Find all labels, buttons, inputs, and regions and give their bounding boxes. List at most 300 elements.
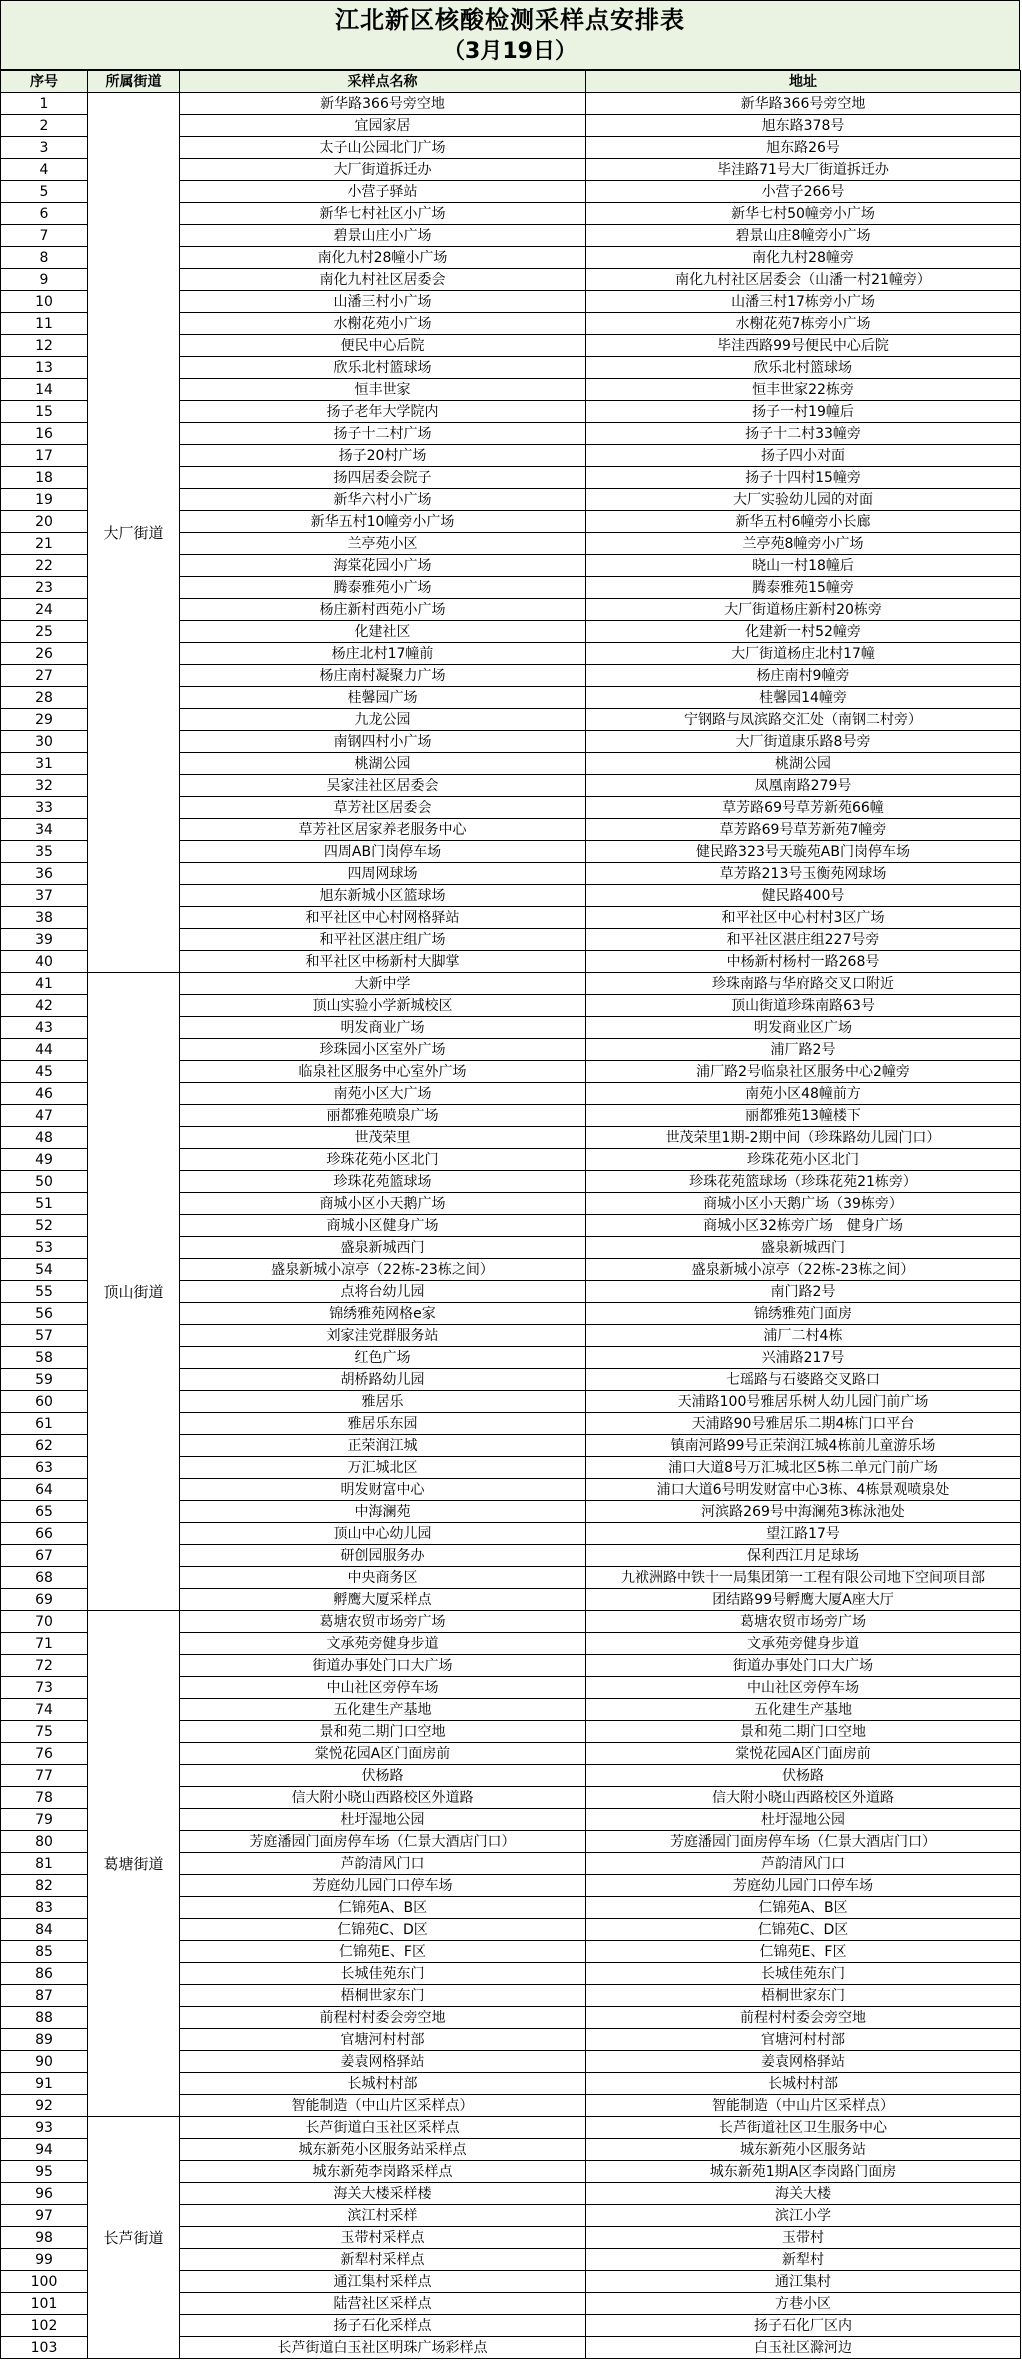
address-cell: 南门路2号 [586, 1281, 1021, 1303]
site-name-cell: 长芦街道白玉社区采样点 [180, 2117, 586, 2139]
address-cell: 白玉社区滁河边 [586, 2337, 1021, 2359]
site-name-cell: 仁锦苑A、B区 [180, 1897, 586, 1919]
address-cell: 恒丰世家22栋旁 [586, 379, 1021, 401]
site-name-cell: 玉带村采样点 [180, 2227, 586, 2249]
street-cell: 顶山街道 [88, 973, 180, 1611]
sampling-site-table [0, 70, 1021, 2359]
address-cell: 杨庄南村9幢旁 [586, 665, 1021, 687]
address-cell: 浦口大道6号明发财富中心3栋、4栋景观喷泉处 [586, 1479, 1021, 1501]
address-cell: 仁锦苑C、D区 [586, 1919, 1021, 1941]
row-index: 23 [1, 577, 88, 599]
site-name-cell: 陆营社区采样点 [180, 2293, 586, 2315]
page-title: 江北新区核酸检测采样点安排表 [335, 6, 685, 34]
address-cell: 旭东路378号 [586, 115, 1021, 137]
address-cell: 大厂街道杨庄新村20栋旁 [586, 599, 1021, 621]
site-name-cell: 宜园家居 [180, 115, 586, 137]
address-cell: 通江集村 [586, 2271, 1021, 2293]
address-cell: 望江路17号 [586, 1523, 1021, 1545]
address-cell: 新华五村6幢旁小长廊 [586, 511, 1021, 533]
row-index: 58 [1, 1347, 88, 1369]
address-cell: 凤凰南路279号 [586, 775, 1021, 797]
row-index: 78 [1, 1787, 88, 1809]
site-name-cell: 城东新苑李岗路采样点 [180, 2161, 586, 2183]
address-cell: 健民路323号天璇苑AB门岗停车场 [586, 841, 1021, 863]
row-index: 77 [1, 1765, 88, 1787]
address-cell: 长芦街道社区卫生服务中心 [586, 2117, 1021, 2139]
row-index: 51 [1, 1193, 88, 1215]
address-cell: 方巷小区 [586, 2293, 1021, 2315]
address-cell: 杜圩湿地公园 [586, 1809, 1021, 1831]
row-index: 67 [1, 1545, 88, 1567]
address-cell: 城东新苑1期A区李岗路门面房 [586, 2161, 1021, 2183]
site-name-cell: 顶山中心幼儿园 [180, 1523, 586, 1545]
site-name-cell: 中央商务区 [180, 1567, 586, 1589]
site-name-cell: 杜圩湿地公园 [180, 1809, 586, 1831]
address-cell: 团结路99号孵鹰大厦A座大厅 [586, 1589, 1021, 1611]
row-index: 45 [1, 1061, 88, 1083]
address-cell: 盛泉新城西门 [586, 1237, 1021, 1259]
site-name-cell: 太子山公园北门广场 [180, 137, 586, 159]
address-cell: 旭东路26号 [586, 137, 1021, 159]
site-name-cell: 草芳社区居委会 [180, 797, 586, 819]
row-index: 86 [1, 1963, 88, 1985]
row-index: 103 [1, 2337, 88, 2359]
site-name-cell: 海棠花园小广场 [180, 555, 586, 577]
address-cell: 新犁村 [586, 2249, 1021, 2271]
site-name-cell: 芳庭潘园门面房停车场（仁景大酒店门口） [180, 1831, 586, 1853]
address-cell: 中山社区旁停车场 [586, 1677, 1021, 1699]
site-name-cell: 便民中心后院 [180, 335, 586, 357]
site-name-cell: 芳庭幼儿园门口停车场 [180, 1875, 586, 1897]
address-cell: 玉带村 [586, 2227, 1021, 2249]
address-cell: 仁锦苑E、F区 [586, 1941, 1021, 1963]
header-site-name: 采样点名称 [180, 71, 586, 93]
row-index: 15 [1, 401, 88, 423]
address-cell: 扬子十四村15幢旁 [586, 467, 1021, 489]
row-index: 72 [1, 1655, 88, 1677]
row-index: 17 [1, 445, 88, 467]
address-cell: 伏杨路 [586, 1765, 1021, 1787]
row-index: 69 [1, 1589, 88, 1611]
address-cell: 顶山街道珍珠南路63号 [586, 995, 1021, 1017]
row-index: 13 [1, 357, 88, 379]
site-name-cell: 城东新苑小区服务站采样点 [180, 2139, 586, 2161]
row-index: 91 [1, 2073, 88, 2095]
site-name-cell: 锦绣雅苑网格e家 [180, 1303, 586, 1325]
address-cell: 新华路366号旁空地 [586, 93, 1021, 115]
row-index: 61 [1, 1413, 88, 1435]
site-name-cell: 雅居乐东园 [180, 1413, 586, 1435]
row-index: 94 [1, 2139, 88, 2161]
site-name-cell: 明发商业广场 [180, 1017, 586, 1039]
address-cell: 毕洼西路99号便民中心后院 [586, 335, 1021, 357]
row-index: 41 [1, 973, 88, 995]
address-cell: 珍珠花苑篮球场（珍珠花苑21栋旁） [586, 1171, 1021, 1193]
row-index: 88 [1, 2007, 88, 2029]
site-name-cell: 街道办事处门口大广场 [180, 1655, 586, 1677]
address-cell: 珍珠南路与华府路交叉口附近 [586, 973, 1021, 995]
address-cell: 景和苑二期门口空地 [586, 1721, 1021, 1743]
site-name-cell: 新华七村社区小广场 [180, 203, 586, 225]
row-index: 57 [1, 1325, 88, 1347]
site-name-cell: 扬子20村广场 [180, 445, 586, 467]
row-index: 84 [1, 1919, 88, 1941]
address-cell: 芳庭潘园门面房停车场（仁景大酒店门口） [586, 1831, 1021, 1853]
row-index: 96 [1, 2183, 88, 2205]
site-name-cell: 仁锦苑E、F区 [180, 1941, 586, 1963]
site-name-cell: 明发财富中心 [180, 1479, 586, 1501]
table-row [1, 93, 1021, 115]
table-row [1, 1611, 1021, 1633]
street-cell: 大厂街道 [88, 93, 180, 973]
site-name-cell: 和平社区中杨新村大脚掌 [180, 951, 586, 973]
row-index: 63 [1, 1457, 88, 1479]
address-cell: 葛塘农贸市场旁广场 [586, 1611, 1021, 1633]
address-cell: 毕洼路71号大厂街道拆迁办 [586, 159, 1021, 181]
site-name-cell: 孵鹰大厦采样点 [180, 1589, 586, 1611]
row-index: 16 [1, 423, 88, 445]
row-index: 52 [1, 1215, 88, 1237]
address-cell: 水榭花苑7栋旁小广场 [586, 313, 1021, 335]
site-name-cell: 文承苑旁健身步道 [180, 1633, 586, 1655]
header-address: 地址 [586, 71, 1021, 93]
row-index: 54 [1, 1259, 88, 1281]
site-name-cell: 中山社区旁停车场 [180, 1677, 586, 1699]
site-name-cell: 珍珠花苑小区北门 [180, 1149, 586, 1171]
site-name-cell: 新犁村采样点 [180, 2249, 586, 2271]
site-name-cell: 桃湖公园 [180, 753, 586, 775]
row-index: 32 [1, 775, 88, 797]
row-index: 44 [1, 1039, 88, 1061]
address-cell: 五化建生产基地 [586, 1699, 1021, 1721]
site-name-cell: 碧景山庄小广场 [180, 225, 586, 247]
site-name-cell: 梧桐世家东门 [180, 1985, 586, 2007]
address-cell: 锦绣雅苑门面房 [586, 1303, 1021, 1325]
site-name-cell: 景和苑二期门口空地 [180, 1721, 586, 1743]
row-index: 79 [1, 1809, 88, 1831]
address-cell: 和平社区中心村村3区广场 [586, 907, 1021, 929]
row-index: 27 [1, 665, 88, 687]
address-cell: 商城小区32栋旁广场 健身广场 [586, 1215, 1021, 1237]
site-name-cell: 长城佳苑东门 [180, 1963, 586, 1985]
address-cell: 南化九村社区居委会（山潘一村21幢旁） [586, 269, 1021, 291]
address-cell: 街道办事处门口大广场 [586, 1655, 1021, 1677]
row-index: 81 [1, 1853, 88, 1875]
site-name-cell: 南钢四村小广场 [180, 731, 586, 753]
site-name-cell: 前程村村委会旁空地 [180, 2007, 586, 2029]
site-name-cell: 万汇城北区 [180, 1457, 586, 1479]
row-index: 95 [1, 2161, 88, 2183]
address-cell: 碧景山庄8幢旁小广场 [586, 225, 1021, 247]
site-name-cell: 红色广场 [180, 1347, 586, 1369]
row-index: 53 [1, 1237, 88, 1259]
row-index: 21 [1, 533, 88, 555]
row-index: 83 [1, 1897, 88, 1919]
site-name-cell: 葛塘农贸市场旁广场 [180, 1611, 586, 1633]
site-name-cell: 长芦街道白玉社区明珠广场彩样点 [180, 2337, 586, 2359]
row-index: 82 [1, 1875, 88, 1897]
address-cell: 扬子十二村33幢旁 [586, 423, 1021, 445]
row-index: 70 [1, 1611, 88, 1633]
row-index: 73 [1, 1677, 88, 1699]
site-name-cell: 海关大楼采样楼 [180, 2183, 586, 2205]
address-cell: 姜袁网格驿站 [586, 2051, 1021, 2073]
address-cell: 扬子石化厂区内 [586, 2315, 1021, 2337]
site-name-cell: 扬四居委会院子 [180, 467, 586, 489]
address-cell: 晓山一村18幢后 [586, 555, 1021, 577]
row-index: 89 [1, 2029, 88, 2051]
site-name-cell: 顶山实验小学新城校区 [180, 995, 586, 1017]
address-cell: 明发商业区广场 [586, 1017, 1021, 1039]
row-index: 92 [1, 2095, 88, 2117]
row-index: 46 [1, 1083, 88, 1105]
site-name-cell: 刘家洼党群服务站 [180, 1325, 586, 1347]
site-name-cell: 新华六村小广场 [180, 489, 586, 511]
address-cell: 信大附小晓山西路校区外道路 [586, 1787, 1021, 1809]
site-name-cell: 姜袁网格驿站 [180, 2051, 586, 2073]
row-index: 14 [1, 379, 88, 401]
row-index: 65 [1, 1501, 88, 1523]
address-cell: 城东新苑小区服务站 [586, 2139, 1021, 2161]
address-cell: 滨江小学 [586, 2205, 1021, 2227]
site-name-cell: 小营子驿站 [180, 181, 586, 203]
row-index: 10 [1, 291, 88, 313]
row-index: 74 [1, 1699, 88, 1721]
site-name-cell: 盛泉新城西门 [180, 1237, 586, 1259]
site-name-cell: 杨庄北村17幢前 [180, 643, 586, 665]
address-cell: 山潘三村17栋旁小广场 [586, 291, 1021, 313]
row-index: 19 [1, 489, 88, 511]
row-index: 39 [1, 929, 88, 951]
site-name-cell: 旭东新城小区篮球场 [180, 885, 586, 907]
address-cell: 河滨路269号中海澜苑3栋泳池处 [586, 1501, 1021, 1523]
address-cell: 欣乐北村篮球场 [586, 357, 1021, 379]
row-index: 47 [1, 1105, 88, 1127]
site-name-cell: 扬子老年大学院内 [180, 401, 586, 423]
row-index: 5 [1, 181, 88, 203]
address-cell: 盛泉新城小凉亭（22栋-23栋之间） [586, 1259, 1021, 1281]
address-cell: 大厂街道康乐路8号旁 [586, 731, 1021, 753]
row-index: 99 [1, 2249, 88, 2271]
site-name-cell: 伏杨路 [180, 1765, 586, 1787]
site-name-cell: 腾泰雅苑小广场 [180, 577, 586, 599]
row-index: 11 [1, 313, 88, 335]
row-index: 38 [1, 907, 88, 929]
site-name-cell: 世茂荣里 [180, 1127, 586, 1149]
row-index: 102 [1, 2315, 88, 2337]
address-cell: 文承苑旁健身步道 [586, 1633, 1021, 1655]
site-name-cell: 南苑小区大广场 [180, 1083, 586, 1105]
site-name-cell: 中海澜苑 [180, 1501, 586, 1523]
row-index: 98 [1, 2227, 88, 2249]
site-name-cell: 九龙公园 [180, 709, 586, 731]
row-index: 20 [1, 511, 88, 533]
row-index: 49 [1, 1149, 88, 1171]
address-cell: 棠悦花园A区门面房前 [586, 1743, 1021, 1765]
row-index: 22 [1, 555, 88, 577]
address-cell: 和平社区湛庄组227号旁 [586, 929, 1021, 951]
address-cell: 扬子四小对面 [586, 445, 1021, 467]
site-name-cell: 南化九村社区居委会 [180, 269, 586, 291]
row-index: 28 [1, 687, 88, 709]
row-index: 26 [1, 643, 88, 665]
address-cell: 镇南河路99号正荣润江城4栋前儿童游乐场 [586, 1435, 1021, 1457]
address-cell: 浦厂路2号临泉社区服务中心2幢旁 [586, 1061, 1021, 1083]
site-name-cell: 水榭花苑小广场 [180, 313, 586, 335]
address-cell: 海关大楼 [586, 2183, 1021, 2205]
row-index: 37 [1, 885, 88, 907]
site-name-cell: 新华五村10幢旁小广场 [180, 511, 586, 533]
row-index: 31 [1, 753, 88, 775]
site-name-cell: 珍珠花苑篮球场 [180, 1171, 586, 1193]
address-cell: 腾泰雅苑15幢旁 [586, 577, 1021, 599]
row-index: 64 [1, 1479, 88, 1501]
site-name-cell: 仁锦苑C、D区 [180, 1919, 586, 1941]
address-cell: 梧桐世家东门 [586, 1985, 1021, 2007]
site-name-cell: 四周网球场 [180, 863, 586, 885]
address-cell: 长城村村部 [586, 2073, 1021, 2095]
title-block [0, 0, 1020, 70]
row-index: 66 [1, 1523, 88, 1545]
site-name-cell: 滨江村采样 [180, 2205, 586, 2227]
site-name-cell: 杨庄南村凝聚力广场 [180, 665, 586, 687]
site-name-cell: 兰亭苑小区 [180, 533, 586, 555]
address-cell: 世茂荣里1期-2期中间（珍珠路幼儿园门口） [586, 1127, 1021, 1149]
address-cell: 中杨新村杨村一路268号 [586, 951, 1021, 973]
site-name-cell: 智能制造（中山片区采样点） [180, 2095, 586, 2117]
row-index: 9 [1, 269, 88, 291]
row-index: 97 [1, 2205, 88, 2227]
address-cell: 浦口大道8号万汇城北区5栋二单元门前广场 [586, 1457, 1021, 1479]
header-row [1, 71, 1021, 93]
address-cell: 官塘河村村部 [586, 2029, 1021, 2051]
site-name-cell: 临泉社区服务中心室外广场 [180, 1061, 586, 1083]
address-cell: 智能制造（中山片区采样点） [586, 2095, 1021, 2117]
site-name-cell: 商城小区小天鹅广场 [180, 1193, 586, 1215]
site-name-cell: 芦韵清风门口 [180, 1853, 586, 1875]
row-index: 40 [1, 951, 88, 973]
address-cell: 草芳路69号草芳新苑7幢旁 [586, 819, 1021, 841]
site-name-cell: 山潘三村小广场 [180, 291, 586, 313]
row-index: 59 [1, 1369, 88, 1391]
site-name-cell: 草芳社区居家养老服务中心 [180, 819, 586, 841]
site-name-cell: 盛泉新城小凉亭（22栋-23栋之间） [180, 1259, 586, 1281]
site-name-cell: 新华路366号旁空地 [180, 93, 586, 115]
row-index: 50 [1, 1171, 88, 1193]
site-name-cell: 大新中学 [180, 973, 586, 995]
row-index: 90 [1, 2051, 88, 2073]
row-index: 1 [1, 93, 88, 115]
site-name-cell: 桂馨园广场 [180, 687, 586, 709]
row-index: 35 [1, 841, 88, 863]
table-row [1, 973, 1021, 995]
row-index: 76 [1, 1743, 88, 1765]
address-cell: 七瑶路与石婆路交叉路口 [586, 1369, 1021, 1391]
row-index: 7 [1, 225, 88, 247]
address-cell: 保利西江月足球场 [586, 1545, 1021, 1567]
address-cell: 珍珠花苑小区北门 [586, 1149, 1021, 1171]
site-name-cell: 四周AB门岗停车场 [180, 841, 586, 863]
address-cell: 南苑小区48幢前方 [586, 1083, 1021, 1105]
street-cell: 长芦街道 [88, 2117, 180, 2359]
site-name-cell: 珍珠园小区室外广场 [180, 1039, 586, 1061]
site-name-cell: 官塘河村村部 [180, 2029, 586, 2051]
site-name-cell: 棠悦花园A区门面房前 [180, 1743, 586, 1765]
row-index: 68 [1, 1567, 88, 1589]
header-index: 序号 [1, 71, 88, 93]
site-name-cell: 化建社区 [180, 621, 586, 643]
address-cell: 天浦路90号雅居乐二期4栋门口平台 [586, 1413, 1021, 1435]
address-cell: 桂馨园14幢旁 [586, 687, 1021, 709]
street-cell: 葛塘街道 [88, 1611, 180, 2117]
site-name-cell: 胡桥路幼儿园 [180, 1369, 586, 1391]
row-index: 6 [1, 203, 88, 225]
site-name-cell: 五化建生产基地 [180, 1699, 586, 1721]
site-name-cell: 正荣润江城 [180, 1435, 586, 1457]
row-index: 30 [1, 731, 88, 753]
row-index: 33 [1, 797, 88, 819]
address-cell: 长城佳苑东门 [586, 1963, 1021, 1985]
row-index: 36 [1, 863, 88, 885]
address-cell: 化建新一村52幢旁 [586, 621, 1021, 643]
site-name-cell: 长城村村部 [180, 2073, 586, 2095]
address-cell: 新华七村50幢旁小广场 [586, 203, 1021, 225]
address-cell: 大厂街道杨庄北村17幢 [586, 643, 1021, 665]
site-name-cell: 通江集村采样点 [180, 2271, 586, 2293]
site-name-cell: 和平社区湛庄组广场 [180, 929, 586, 951]
row-index: 55 [1, 1281, 88, 1303]
row-index: 48 [1, 1127, 88, 1149]
site-name-cell: 欣乐北村篮球场 [180, 357, 586, 379]
site-name-cell: 杨庄新村西苑小广场 [180, 599, 586, 621]
site-name-cell: 大厂街道拆迁办 [180, 159, 586, 181]
row-index: 56 [1, 1303, 88, 1325]
row-index: 8 [1, 247, 88, 269]
site-name-cell: 商城小区健身广场 [180, 1215, 586, 1237]
row-index: 43 [1, 1017, 88, 1039]
header-street: 所属街道 [88, 71, 180, 93]
address-cell: 草芳路213号玉衡苑网球场 [586, 863, 1021, 885]
address-cell: 商城小区小天鹅广场（39栋旁） [586, 1193, 1021, 1215]
site-name-cell: 吴家洼社区居委会 [180, 775, 586, 797]
site-name-cell: 研创园服务办 [180, 1545, 586, 1567]
address-cell: 丽都雅苑13幢楼下 [586, 1105, 1021, 1127]
site-name-cell: 扬子十二村广场 [180, 423, 586, 445]
site-name-cell: 和平社区中心村网格驿站 [180, 907, 586, 929]
address-cell: 芦韵清风门口 [586, 1853, 1021, 1875]
row-index: 4 [1, 159, 88, 181]
site-name-cell: 恒丰世家 [180, 379, 586, 401]
address-cell: 天浦路100号雅居乐树人幼儿园门前广场 [586, 1391, 1021, 1413]
row-index: 24 [1, 599, 88, 621]
row-index: 34 [1, 819, 88, 841]
address-cell: 浦厂路2号 [586, 1039, 1021, 1061]
site-name-cell: 点将台幼儿园 [180, 1281, 586, 1303]
address-cell: 兰亭苑8幢旁小广场 [586, 533, 1021, 555]
address-cell: 芳庭幼儿园门口停车场 [586, 1875, 1021, 1897]
address-cell: 扬子一村19幢后 [586, 401, 1021, 423]
site-name-cell: 南化九村28幢小广场 [180, 247, 586, 269]
address-cell: 健民路400号 [586, 885, 1021, 907]
address-cell: 小营子266号 [586, 181, 1021, 203]
site-name-cell: 信大附小晓山西路校区外道路 [180, 1787, 586, 1809]
row-index: 93 [1, 2117, 88, 2139]
site-name-cell: 扬子石化采样点 [180, 2315, 586, 2337]
table-row [1, 2117, 1021, 2139]
row-index: 60 [1, 1391, 88, 1413]
address-cell: 仁锦苑A、B区 [586, 1897, 1021, 1919]
row-index: 100 [1, 2271, 88, 2293]
